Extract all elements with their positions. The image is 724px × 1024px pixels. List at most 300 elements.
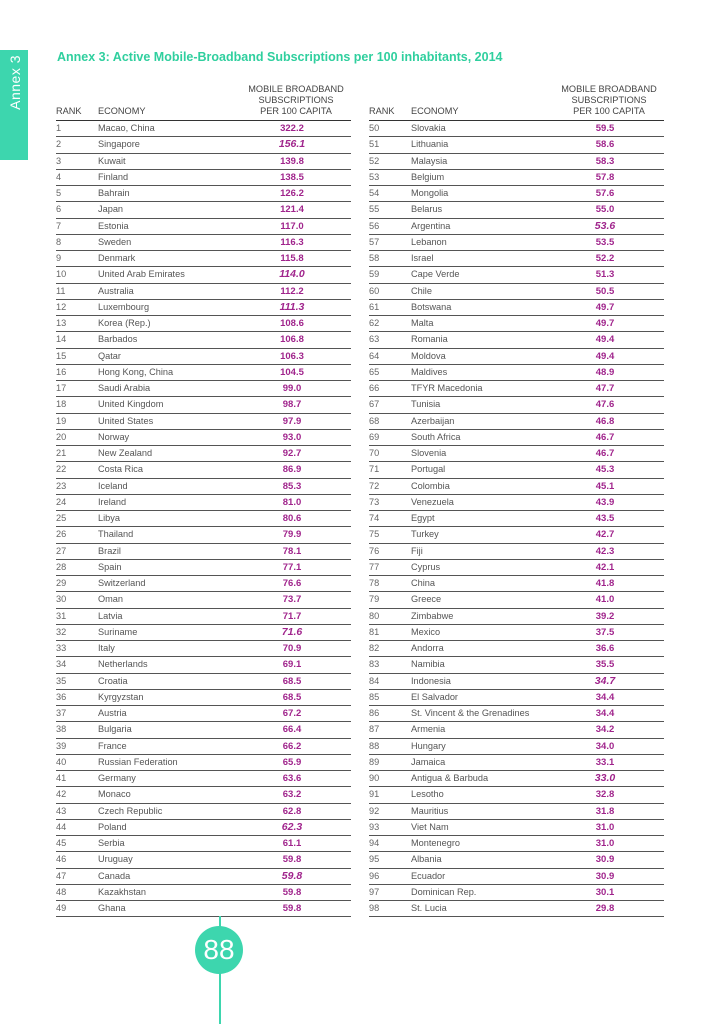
value-cell: 138.5 bbox=[241, 169, 351, 185]
rank-cell: 93 bbox=[369, 819, 411, 835]
rank-cell: 82 bbox=[369, 641, 411, 657]
rank-cell: 5 bbox=[56, 186, 98, 202]
table-row bbox=[369, 267, 664, 283]
economy-cell: Dominican Rep. bbox=[411, 884, 554, 900]
table-row bbox=[369, 901, 664, 917]
table-row bbox=[56, 771, 351, 787]
value-header-line-2: SUBSCRIPTIONS bbox=[571, 95, 647, 105]
table-row bbox=[369, 819, 664, 835]
rank-cell: 2 bbox=[56, 137, 98, 153]
table-row bbox=[56, 494, 351, 510]
table-row bbox=[369, 348, 664, 364]
economy-cell: New Zealand bbox=[98, 446, 241, 462]
rank-cell: 91 bbox=[369, 787, 411, 803]
table-row bbox=[369, 689, 664, 705]
table-row bbox=[369, 608, 664, 624]
value-cell: 34.4 bbox=[554, 706, 664, 722]
economy-cell: Macao, China bbox=[98, 121, 241, 137]
economy-cell: Lebanon bbox=[411, 234, 554, 250]
value-header-line-1: MOBILE BROADBAND bbox=[561, 84, 657, 94]
economy-cell: Colombia bbox=[411, 478, 554, 494]
rank-cell: 84 bbox=[369, 673, 411, 689]
rank-cell: 88 bbox=[369, 738, 411, 754]
economy-cell: Germany bbox=[98, 771, 241, 787]
rank-cell: 15 bbox=[56, 348, 98, 364]
value-cell: 53.6 bbox=[554, 218, 664, 234]
economy-cell: Denmark bbox=[98, 251, 241, 267]
economy-cell: Mauritius bbox=[411, 803, 554, 819]
economy-cell: Hong Kong, China bbox=[98, 364, 241, 380]
rank-cell: 56 bbox=[369, 218, 411, 234]
value-cell: 43.9 bbox=[554, 494, 664, 510]
value-cell: 45.3 bbox=[554, 462, 664, 478]
value-cell: 97.9 bbox=[241, 413, 351, 429]
value-cell: 85.3 bbox=[241, 478, 351, 494]
value-cell: 49.4 bbox=[554, 332, 664, 348]
table-row bbox=[369, 706, 664, 722]
table-row bbox=[56, 559, 351, 575]
economy-cell: Venezuela bbox=[411, 494, 554, 510]
economy-cell: Portugal bbox=[411, 462, 554, 478]
economy-cell: Botswana bbox=[411, 299, 554, 315]
rank-cell: 64 bbox=[369, 348, 411, 364]
rank-column-header: RANK bbox=[369, 84, 411, 121]
value-cell: 42.7 bbox=[554, 527, 664, 543]
table-row bbox=[56, 186, 351, 202]
value-cell: 68.5 bbox=[241, 689, 351, 705]
rank-cell: 33 bbox=[56, 641, 98, 657]
economy-cell: Antigua & Barbuda bbox=[411, 771, 554, 787]
table-row bbox=[56, 153, 351, 169]
rank-cell: 80 bbox=[369, 608, 411, 624]
economy-cell: Albania bbox=[411, 852, 554, 868]
economy-cell: Kuwait bbox=[98, 153, 241, 169]
table-row bbox=[369, 722, 664, 738]
table-row bbox=[369, 657, 664, 673]
value-cell: 63.2 bbox=[241, 787, 351, 803]
rank-cell: 7 bbox=[56, 218, 98, 234]
value-cell: 52.2 bbox=[554, 251, 664, 267]
economy-cell: Luxembourg bbox=[98, 299, 241, 315]
table-row bbox=[56, 819, 351, 835]
table-row bbox=[369, 511, 664, 527]
rank-cell: 89 bbox=[369, 754, 411, 770]
table-row bbox=[369, 218, 664, 234]
value-cell: 35.5 bbox=[554, 657, 664, 673]
table-row bbox=[56, 673, 351, 689]
table-row bbox=[369, 771, 664, 787]
economy-cell: Qatar bbox=[98, 348, 241, 364]
value-cell: 31.0 bbox=[554, 836, 664, 852]
rank-cell: 71 bbox=[369, 462, 411, 478]
rank-cell: 69 bbox=[369, 429, 411, 445]
table-row bbox=[369, 624, 664, 640]
economy-cell: Netherlands bbox=[98, 657, 241, 673]
table-row bbox=[369, 332, 664, 348]
value-cell: 93.0 bbox=[241, 429, 351, 445]
rank-cell: 41 bbox=[56, 771, 98, 787]
table-row bbox=[56, 299, 351, 315]
table-row bbox=[56, 267, 351, 283]
value-cell: 46.7 bbox=[554, 446, 664, 462]
table-row bbox=[56, 689, 351, 705]
economy-cell: United States bbox=[98, 413, 241, 429]
value-cell: 77.1 bbox=[241, 559, 351, 575]
value-cell: 117.0 bbox=[241, 218, 351, 234]
rank-cell: 9 bbox=[56, 251, 98, 267]
table-row bbox=[369, 397, 664, 413]
rank-cell: 20 bbox=[56, 429, 98, 445]
rank-cell: 1 bbox=[56, 121, 98, 137]
value-cell: 69.1 bbox=[241, 657, 351, 673]
table-row bbox=[369, 364, 664, 380]
table-row bbox=[56, 901, 351, 917]
rank-cell: 54 bbox=[369, 186, 411, 202]
rank-cell: 18 bbox=[56, 397, 98, 413]
table-row bbox=[369, 299, 664, 315]
table-row bbox=[56, 218, 351, 234]
economy-cell: Monaco bbox=[98, 787, 241, 803]
value-cell: 79.9 bbox=[241, 527, 351, 543]
economy-cell: St. Lucia bbox=[411, 901, 554, 917]
value-cell: 42.1 bbox=[554, 559, 664, 575]
value-header-line-1: MOBILE BROADBAND bbox=[248, 84, 344, 94]
value-cell: 59.8 bbox=[241, 852, 351, 868]
rank-cell: 44 bbox=[56, 819, 98, 835]
rank-cell: 42 bbox=[56, 787, 98, 803]
rank-cell: 65 bbox=[369, 364, 411, 380]
table-row bbox=[369, 787, 664, 803]
rank-cell: 34 bbox=[56, 657, 98, 673]
value-cell: 112.2 bbox=[241, 283, 351, 299]
economy-cell: Korea (Rep.) bbox=[98, 316, 241, 332]
rank-cell: 28 bbox=[56, 559, 98, 575]
value-cell: 63.6 bbox=[241, 771, 351, 787]
table-row bbox=[369, 543, 664, 559]
economy-cell: Australia bbox=[98, 283, 241, 299]
rank-cell: 67 bbox=[369, 397, 411, 413]
table-row bbox=[56, 348, 351, 364]
rank-cell: 53 bbox=[369, 169, 411, 185]
economy-cell: Armenia bbox=[411, 722, 554, 738]
page-title: Annex 3: Active Mobile-Broadband Subscriptions per 100 inhabitants, 2014 bbox=[57, 50, 503, 64]
table-body-right bbox=[369, 121, 664, 917]
rank-cell: 92 bbox=[369, 803, 411, 819]
rank-cell: 62 bbox=[369, 316, 411, 332]
table-row bbox=[56, 169, 351, 185]
table-row bbox=[56, 754, 351, 770]
economy-cell: Maldives bbox=[411, 364, 554, 380]
economy-cell: Chile bbox=[411, 283, 554, 299]
table-row bbox=[56, 121, 351, 137]
table-row bbox=[369, 641, 664, 657]
economy-cell: Russian Federation bbox=[98, 754, 241, 770]
rank-cell: 31 bbox=[56, 608, 98, 624]
value-cell: 30.9 bbox=[554, 852, 664, 868]
table-row bbox=[369, 462, 664, 478]
table-row bbox=[369, 121, 664, 137]
value-cell: 67.2 bbox=[241, 706, 351, 722]
table-row bbox=[369, 738, 664, 754]
table-row bbox=[369, 283, 664, 299]
value-cell: 76.6 bbox=[241, 576, 351, 592]
rank-cell: 37 bbox=[56, 706, 98, 722]
table-row bbox=[369, 494, 664, 510]
value-cell: 66.2 bbox=[241, 738, 351, 754]
value-cell: 48.9 bbox=[554, 364, 664, 380]
value-header-line-3: PER 100 CAPITA bbox=[260, 106, 332, 116]
economy-cell: Switzerland bbox=[98, 576, 241, 592]
rank-cell: 19 bbox=[56, 413, 98, 429]
economy-cell: South Africa bbox=[411, 429, 554, 445]
table-row bbox=[56, 429, 351, 445]
table-row bbox=[369, 153, 664, 169]
rank-cell: 46 bbox=[56, 852, 98, 868]
rank-cell: 96 bbox=[369, 868, 411, 884]
value-cell: 34.0 bbox=[554, 738, 664, 754]
rank-cell: 38 bbox=[56, 722, 98, 738]
table-row bbox=[56, 657, 351, 673]
table-row bbox=[56, 316, 351, 332]
table-header-row bbox=[369, 84, 664, 121]
rank-cell: 16 bbox=[56, 364, 98, 380]
rank-cell: 74 bbox=[369, 511, 411, 527]
value-cell: 49.7 bbox=[554, 316, 664, 332]
economy-cell: Turkey bbox=[411, 527, 554, 543]
value-cell: 59.8 bbox=[241, 868, 351, 884]
economy-cell: Malaysia bbox=[411, 153, 554, 169]
rank-cell: 29 bbox=[56, 576, 98, 592]
economy-cell: Canada bbox=[98, 868, 241, 884]
value-cell: 65.9 bbox=[241, 754, 351, 770]
table-row bbox=[369, 576, 664, 592]
value-cell: 55.0 bbox=[554, 202, 664, 218]
value-cell: 41.8 bbox=[554, 576, 664, 592]
economy-cell: Fiji bbox=[411, 543, 554, 559]
table-row bbox=[56, 332, 351, 348]
economy-cell: Tunisia bbox=[411, 397, 554, 413]
rank-cell: 81 bbox=[369, 624, 411, 640]
economy-cell: United Kingdom bbox=[98, 397, 241, 413]
table-row bbox=[56, 738, 351, 754]
rank-cell: 70 bbox=[369, 446, 411, 462]
rank-cell: 12 bbox=[56, 299, 98, 315]
value-cell: 57.8 bbox=[554, 169, 664, 185]
table-row bbox=[56, 283, 351, 299]
value-cell: 31.0 bbox=[554, 819, 664, 835]
economy-cell: Oman bbox=[98, 592, 241, 608]
value-cell: 92.7 bbox=[241, 446, 351, 462]
value-cell: 81.0 bbox=[241, 494, 351, 510]
economy-cell: France bbox=[98, 738, 241, 754]
value-cell: 99.0 bbox=[241, 381, 351, 397]
economy-cell: Cape Verde bbox=[411, 267, 554, 283]
economy-cell: Iceland bbox=[98, 478, 241, 494]
value-cell: 126.2 bbox=[241, 186, 351, 202]
economy-cell: Belgium bbox=[411, 169, 554, 185]
table-row bbox=[369, 673, 664, 689]
value-cell: 86.9 bbox=[241, 462, 351, 478]
rank-cell: 30 bbox=[56, 592, 98, 608]
value-cell: 30.9 bbox=[554, 868, 664, 884]
value-cell: 31.8 bbox=[554, 803, 664, 819]
table-row bbox=[56, 803, 351, 819]
economy-cell: Mexico bbox=[411, 624, 554, 640]
value-cell: 68.5 bbox=[241, 673, 351, 689]
value-column-header bbox=[554, 84, 664, 121]
economy-cell: TFYR Macedonia bbox=[411, 381, 554, 397]
table-row bbox=[56, 527, 351, 543]
rank-cell: 24 bbox=[56, 494, 98, 510]
economy-cell: Belarus bbox=[411, 202, 554, 218]
value-cell: 116.3 bbox=[241, 234, 351, 250]
value-cell: 58.6 bbox=[554, 137, 664, 153]
economy-cell: El Salvador bbox=[411, 689, 554, 705]
economy-cell: Poland bbox=[98, 819, 241, 835]
rank-cell: 40 bbox=[56, 754, 98, 770]
rank-cell: 58 bbox=[369, 251, 411, 267]
table-row bbox=[56, 592, 351, 608]
value-cell: 36.6 bbox=[554, 641, 664, 657]
rank-cell: 68 bbox=[369, 413, 411, 429]
value-cell: 59.8 bbox=[241, 884, 351, 900]
rank-cell: 6 bbox=[56, 202, 98, 218]
rank-cell: 51 bbox=[369, 137, 411, 153]
page-number: 88 bbox=[195, 926, 243, 974]
economy-cell: Bahrain bbox=[98, 186, 241, 202]
annex-side-tab-label: Annex 3 bbox=[7, 55, 23, 110]
value-cell: 139.8 bbox=[241, 153, 351, 169]
economy-cell: Moldova bbox=[411, 348, 554, 364]
ranking-table-right bbox=[369, 84, 664, 917]
rank-cell: 35 bbox=[56, 673, 98, 689]
table-row bbox=[369, 836, 664, 852]
economy-cell: Bulgaria bbox=[98, 722, 241, 738]
ranking-table-left bbox=[56, 84, 351, 917]
value-cell: 62.8 bbox=[241, 803, 351, 819]
table-row bbox=[56, 413, 351, 429]
rank-cell: 76 bbox=[369, 543, 411, 559]
rank-cell: 13 bbox=[56, 316, 98, 332]
value-header-line-3: PER 100 CAPITA bbox=[573, 106, 645, 116]
table-row bbox=[56, 641, 351, 657]
table-row bbox=[56, 462, 351, 478]
value-cell: 45.1 bbox=[554, 478, 664, 494]
economy-cell: Japan bbox=[98, 202, 241, 218]
rank-cell: 85 bbox=[369, 689, 411, 705]
value-cell: 121.4 bbox=[241, 202, 351, 218]
rank-cell: 79 bbox=[369, 592, 411, 608]
economy-cell: Namibia bbox=[411, 657, 554, 673]
rank-cell: 98 bbox=[369, 901, 411, 917]
table-row bbox=[56, 251, 351, 267]
table-row bbox=[369, 868, 664, 884]
value-cell: 156.1 bbox=[241, 137, 351, 153]
value-cell: 106.8 bbox=[241, 332, 351, 348]
rank-cell: 22 bbox=[56, 462, 98, 478]
rank-cell: 27 bbox=[56, 543, 98, 559]
table-row bbox=[369, 186, 664, 202]
rank-cell: 94 bbox=[369, 836, 411, 852]
table-row bbox=[369, 234, 664, 250]
economy-cell: Argentina bbox=[411, 218, 554, 234]
rank-cell: 97 bbox=[369, 884, 411, 900]
economy-cell: Italy bbox=[98, 641, 241, 657]
value-cell: 41.0 bbox=[554, 592, 664, 608]
economy-cell: Saudi Arabia bbox=[98, 381, 241, 397]
economy-cell: Andorra bbox=[411, 641, 554, 657]
economy-cell: Montenegro bbox=[411, 836, 554, 852]
rank-cell: 21 bbox=[56, 446, 98, 462]
economy-cell: Latvia bbox=[98, 608, 241, 624]
table-row bbox=[369, 884, 664, 900]
rank-cell: 26 bbox=[56, 527, 98, 543]
rank-cell: 90 bbox=[369, 771, 411, 787]
rank-cell: 45 bbox=[56, 836, 98, 852]
rank-cell: 75 bbox=[369, 527, 411, 543]
table-row bbox=[56, 624, 351, 640]
value-cell: 51.3 bbox=[554, 267, 664, 283]
value-cell: 33.0 bbox=[554, 771, 664, 787]
value-cell: 37.5 bbox=[554, 624, 664, 640]
value-cell: 46.7 bbox=[554, 429, 664, 445]
economy-cell: Croatia bbox=[98, 673, 241, 689]
rank-cell: 59 bbox=[369, 267, 411, 283]
economy-cell: Indonesia bbox=[411, 673, 554, 689]
rank-cell: 36 bbox=[56, 689, 98, 705]
value-cell: 106.3 bbox=[241, 348, 351, 364]
economy-cell: Finland bbox=[98, 169, 241, 185]
economy-cell: St. Vincent & the Grenadines bbox=[411, 706, 554, 722]
value-cell: 71.6 bbox=[241, 624, 351, 640]
value-cell: 57.6 bbox=[554, 186, 664, 202]
value-cell: 29.8 bbox=[554, 901, 664, 917]
rank-cell: 32 bbox=[56, 624, 98, 640]
economy-cell: Slovenia bbox=[411, 446, 554, 462]
value-cell: 59.5 bbox=[554, 121, 664, 137]
rank-cell: 17 bbox=[56, 381, 98, 397]
table-row bbox=[369, 527, 664, 543]
table-row bbox=[369, 478, 664, 494]
table-row bbox=[369, 852, 664, 868]
rank-cell: 10 bbox=[56, 267, 98, 283]
table-row bbox=[56, 543, 351, 559]
rank-cell: 57 bbox=[369, 234, 411, 250]
economy-cell: United Arab Emirates bbox=[98, 267, 241, 283]
economy-cell: Kyrgyzstan bbox=[98, 689, 241, 705]
rank-cell: 87 bbox=[369, 722, 411, 738]
economy-cell: Norway bbox=[98, 429, 241, 445]
economy-cell: Egypt bbox=[411, 511, 554, 527]
value-cell: 62.3 bbox=[241, 819, 351, 835]
value-cell: 61.1 bbox=[241, 836, 351, 852]
value-cell: 34.4 bbox=[554, 689, 664, 705]
table-row bbox=[56, 706, 351, 722]
economy-column-header: ECONOMY bbox=[98, 84, 241, 121]
economy-cell: Lesotho bbox=[411, 787, 554, 803]
value-cell: 47.6 bbox=[554, 397, 664, 413]
rank-cell: 83 bbox=[369, 657, 411, 673]
value-cell: 50.5 bbox=[554, 283, 664, 299]
rank-cell: 8 bbox=[56, 234, 98, 250]
economy-cell: Libya bbox=[98, 511, 241, 527]
table-row bbox=[56, 868, 351, 884]
value-cell: 30.1 bbox=[554, 884, 664, 900]
value-cell: 322.2 bbox=[241, 121, 351, 137]
economy-cell: Spain bbox=[98, 559, 241, 575]
value-cell: 34.2 bbox=[554, 722, 664, 738]
rank-cell: 72 bbox=[369, 478, 411, 494]
